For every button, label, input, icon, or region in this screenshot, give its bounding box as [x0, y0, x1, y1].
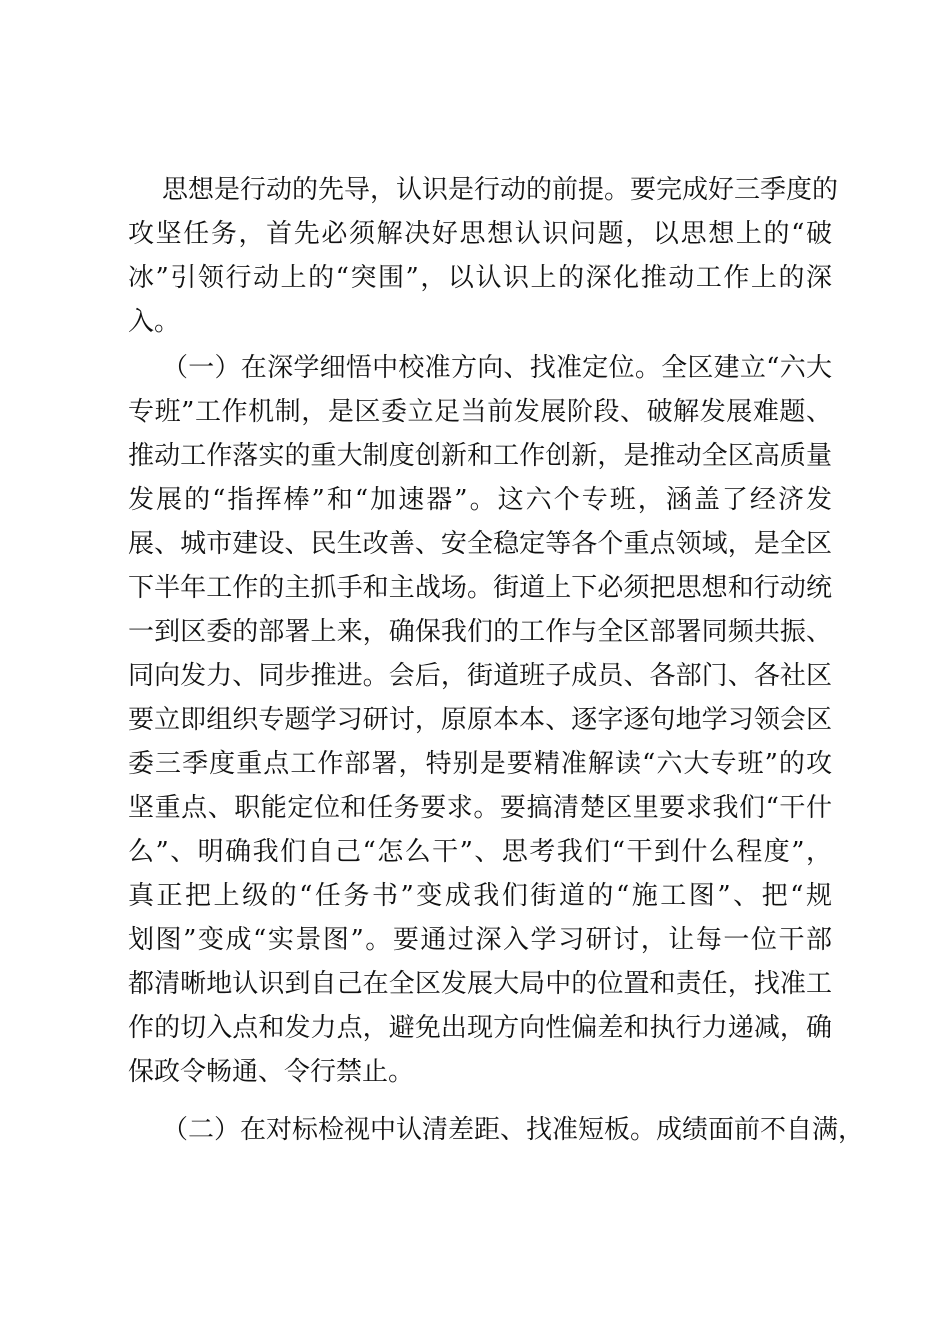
- paragraph-3-line-1: （二）在对标检视中认清差距、找准短板。成绩面前不自满，: [162, 1115, 865, 1145]
- paragraph-2-line-5: 展、城市建设、民生改善、安全稳定等各个重点领域，是全区: [128, 529, 832, 559]
- paragraph-2-line-10: 委三季度重点工作部署，特别是要精准解读“六大专班”的攻: [128, 749, 832, 779]
- paragraph-2-line-15: 都清晰地认识到自己在全区发展大局中的位置和责任，找准工: [128, 969, 832, 999]
- paragraph-2-line-16: 作的切入点和发力点，避免出现方向性偏差和执行力递减，确: [128, 1013, 832, 1043]
- paragraph-2-line-1: （一）在深学细悟中校准方向、找准定位。全区建立“六大: [162, 353, 832, 383]
- paragraph-2-line-8: 同向发力、同步推进。会后，街道班子成员、各部门、各社区: [128, 661, 832, 691]
- paragraph-1-line-3: 冰”引领行动上的“突围”，以认识上的深化推动工作上的深: [128, 263, 832, 293]
- paragraph-2-line-14: 划图”变成“实景图”。要通过深入学习研讨，让每一位干部: [128, 925, 832, 955]
- paragraph-2-line-9: 要立即组织专题学习研讨，原原本本、逐字逐句地学习领会区: [128, 705, 832, 735]
- paragraph-1-line-2: 攻坚任务，首先必须解决好思想认识问题，以思想上的“破: [128, 219, 832, 249]
- paragraph-2-line-7: 一到区委的部署上来，确保我们的工作与全区部署同频共振、: [128, 617, 832, 647]
- paragraph-2-line-12: 么”、明确我们自己“怎么干”、思考我们“干到什么程度”，: [128, 837, 832, 867]
- paragraph-2-line-11: 坚重点、职能定位和任务要求。要搞清楚区里要求我们“干什: [128, 793, 832, 823]
- paragraph-2-line-6: 下半年工作的主抓手和主战场。街道上下必须把思想和行动统: [128, 573, 832, 603]
- paragraph-2-line-3: 推动工作落实的重大制度创新和工作创新，是推动全区高质量: [128, 441, 832, 471]
- paragraph-2-line-13: 真正把上级的“任务书”变成我们街道的“施工图”、把“规: [128, 881, 832, 911]
- paragraph-2-line-2: 专班”工作机制，是区委立足当前发展阶段、破解发展难题、: [128, 397, 832, 427]
- paragraph-1-line-1: 思想是行动的先导，认识是行动的前提。要完成好三季度的: [162, 175, 839, 205]
- paragraph-2-line-4: 发展的“指挥棒”和“加速器”。这六个专班，涵盖了经济发: [128, 485, 832, 515]
- paragraph-2-line-17: 保政令畅通、令行禁止。: [128, 1057, 415, 1087]
- paragraph-1-line-4: 入。: [128, 307, 181, 337]
